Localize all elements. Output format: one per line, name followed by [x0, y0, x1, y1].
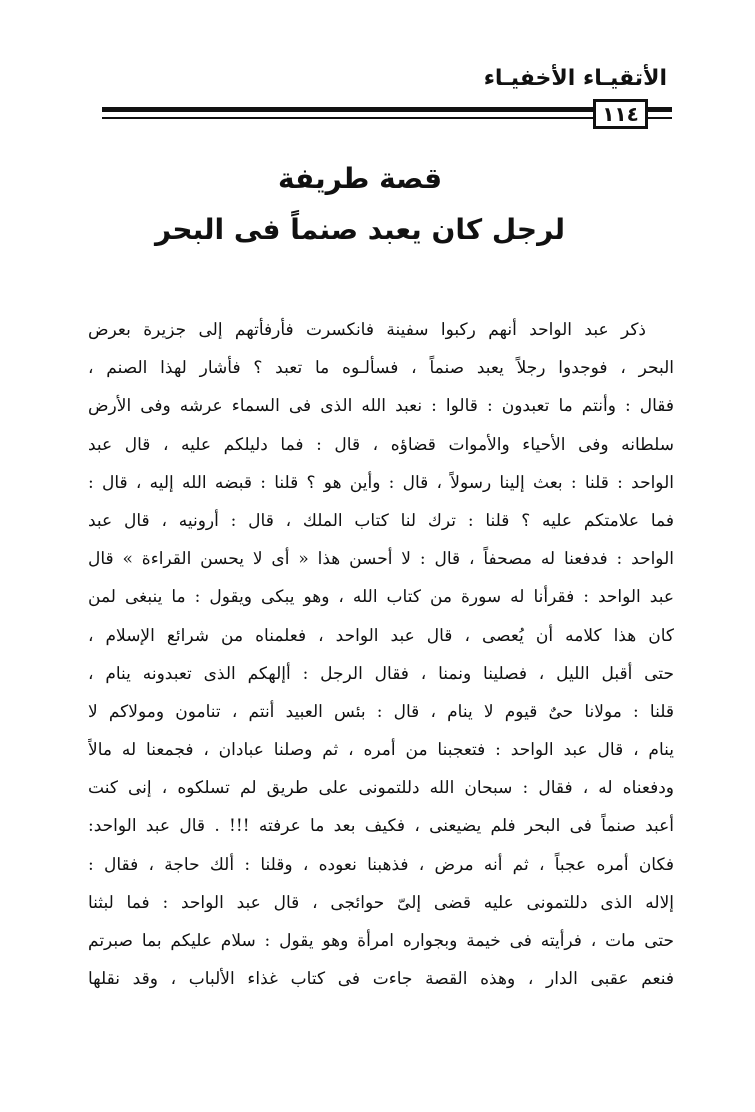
body-line: الواحد : فدفعنا له مصحفاً ، قال : لا أحسن هذا « أى لا يحسن القراءة » قال [88, 549, 674, 570]
body-line: ذكر عبد الواحد أنهم ركبوا سفينة فانكسرت فأرفأتهم إلى جزيرة بعرض [88, 320, 646, 340]
body-line: سلطانه وفى الأحياء والأموات قضاؤه ، قال : فما دليلكم عليه ، قال عبد [88, 434, 674, 455]
body-line: حتى مات ، فرأيته فى خيمة وبجواره امرأة وهو يقول : سلام عليكم بما صبرتم [88, 931, 674, 951]
body-line: كان هذا كلامه أن يُعصى ، قال عبد الواحد ، فعلمناه من شرائع الإسلام ، [88, 625, 674, 646]
header-rule-stub-thin [650, 117, 672, 119]
body-line: ودفعناه له ، فقال : سبحان الله دللتمونى على طريق لم تسلكوه ، إنى كنت [88, 778, 674, 799]
chapter-title-line-2: لرجل كان يعبد صنماً فى البحر [154, 213, 566, 246]
body-line: حتى أقبل الليل ، فصلينا ونمنا ، فقال الرجل : أإلهكم الذى تعبدونه ينام ، [88, 663, 674, 684]
body-text [88, 311, 674, 998]
body-line: إلاله الذى دللتمونى عليه قضى إلىّ حوائجى ، قال عبد الواحد : فما لبثنا [88, 892, 674, 913]
body-line: أعبد صنماً فى البحر فلم يضيعنى ، فكيف بعد ما عرفته !!! . قال عبد الواحد: [88, 816, 674, 837]
header-rule-stub-thick [650, 107, 672, 112]
body-line: البحر ، فوجدوا رجلاً يعبد صنماً ، فسألـوه ما تعبد ؟ فأشار لهذا الصنم ، [88, 358, 674, 379]
body-line: عبد الواحد : فقرأنا له سورة من كتاب الله ، وهو يبكى ويقول : ما ينبغى لمن [88, 587, 674, 608]
running-head: الأتقيـاء الأخفيـاء [483, 66, 667, 91]
chapter-title-line-1: قصة طريفة [277, 162, 443, 195]
body-line: فقال : وأنتم ما تعبدون : قالوا : نعبد الله الذى فى السماء عرشه وفى الأرض [88, 396, 674, 417]
header-rule-thick [102, 107, 653, 112]
page-number: ١١٤ [593, 99, 648, 129]
header-rule-thin [102, 117, 653, 119]
body-line: فنعم عقبى الدار ، وهذه القصة جاءت فى كتاب غذاء الألباب ، وقد نقلها [88, 969, 674, 990]
body-line: فكان أمره عجباً ، ثم أنه مرض ، فذهبنا نعوده ، وقلنا : ألك حاجة ، فقال : [88, 854, 674, 875]
body-line: فما علامتكم عليه ؟ قلنا : ترك لنا كتاب الملك ، قال : أرونيه ، قال عبد [88, 510, 674, 531]
body-line: الواحد : قلنا : بعث إلينا رسولاً ، قال : وأين هو ؟ قلنا : قبضه الله إليه ، قال : [88, 472, 674, 493]
body-line: ينام ، قال عبد الواحد : فتعجبنا من أمره ، ثم وصلنا عبادان ، فجمعنا له مالاً [88, 740, 674, 761]
body-line: قلنا : مولانا حىٌ قيوم لا ينام ، قال : بئس العبيد أنتم ، تنامون ومولاكم لا [88, 701, 674, 722]
